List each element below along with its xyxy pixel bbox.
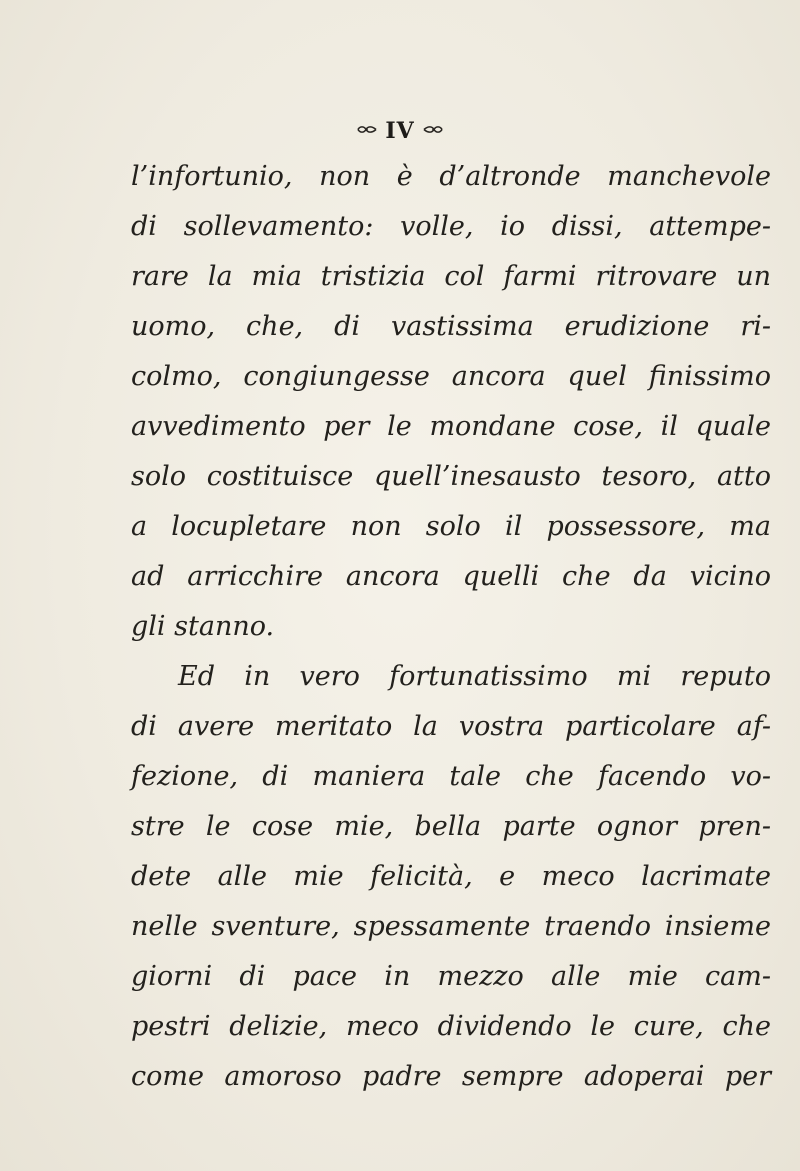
text-line: avvedimento per le mondane cose, il quale: [131, 411, 771, 442]
text-line: nelle sventure, spessamente traendo insieme: [131, 911, 771, 942]
text-line: Ed in vero fortunatissimo mi reputo: [178, 661, 771, 692]
text-line: gli stanno.: [131, 611, 275, 642]
text-line: solo costituisce quell’inesausto tesoro, atto: [131, 461, 771, 492]
text-line: l’infortunio, non è d’altronde manchevole: [131, 161, 771, 192]
right-ornament-icon: [423, 125, 443, 134]
text-line: pestri delizie, meco dividendo le cure, che: [131, 1011, 771, 1042]
text-line: a locupletare non solo il possessore, ma: [131, 511, 771, 542]
text-line: stre le cose mie, bella parte ognor pren-: [131, 811, 771, 842]
body-text: [131, 152, 771, 1102]
text-line: di sollevamento: volle, io dissi, attempe-: [131, 211, 771, 242]
text-line: colmo, congiungesse ancora quel finissimo: [131, 361, 771, 392]
text-line: dete alle mie felicità, e meco lacrimate: [131, 861, 771, 892]
page-header: [0, 117, 800, 144]
text-line: rare la mia tristizia col farmi ritrovare un: [131, 261, 771, 292]
text-line: uomo, che, di vastissima erudizione ri-: [131, 311, 771, 342]
text-line: di avere meritato la vostra particolare af-: [131, 711, 771, 742]
text-line: fezione, di maniera tale che facendo vo-: [131, 761, 771, 792]
text-line: giorni di pace in mezzo alle mie cam-: [131, 961, 771, 992]
text-line: ad arricchire ancora quelli che da vicino: [131, 561, 771, 592]
left-ornament-icon: [357, 125, 377, 134]
text-line: come amoroso padre sempre adoperai per: [131, 1061, 771, 1092]
page-number: IV: [385, 118, 415, 144]
